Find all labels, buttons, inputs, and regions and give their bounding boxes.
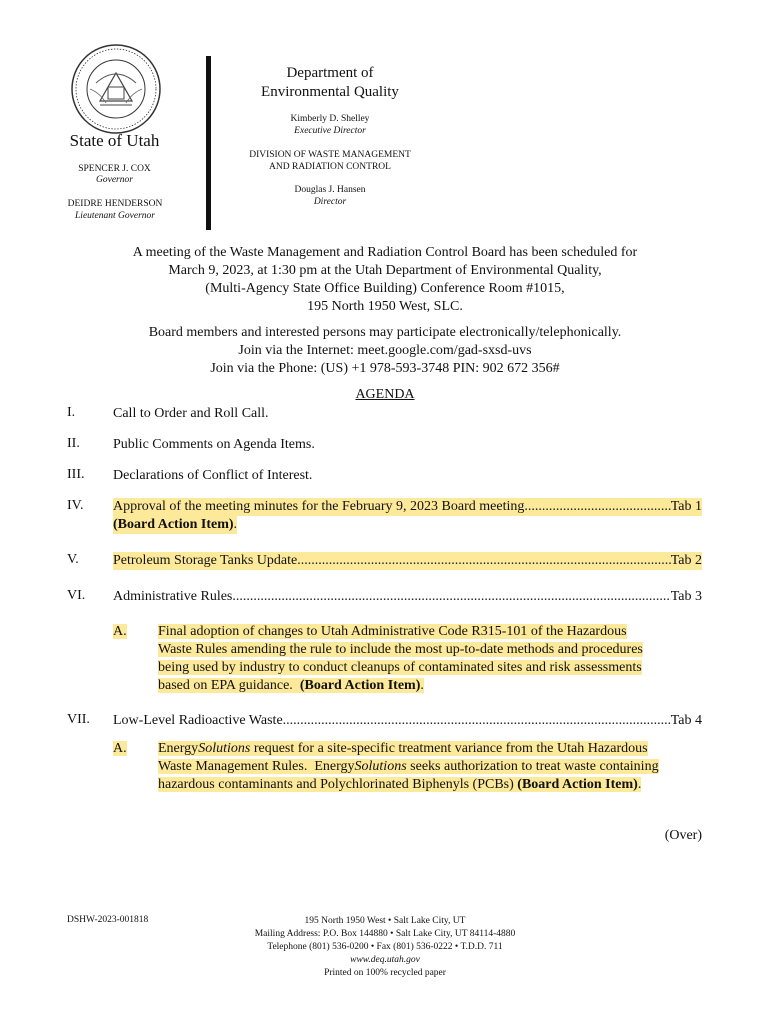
company-name: Energy (314, 759, 355, 774)
sub-item-variance (158, 740, 706, 794)
item-number: I. (67, 405, 76, 420)
governor-title: Governor (96, 175, 133, 185)
sub-item-letter: A. (113, 624, 127, 639)
governor-name: SPENCER J. COX (78, 164, 151, 174)
agenda-item-minutes (113, 498, 702, 516)
director-title: Executive Director (294, 126, 366, 136)
tab-reference: Tab 3 (670, 589, 702, 604)
footer-line: Printed on 100% recycled paper (324, 968, 446, 978)
item-number: II. (67, 436, 80, 451)
intro-line: 195 North 1950 West, SLC. (307, 299, 463, 314)
item-number: III. (67, 467, 85, 482)
leader-dots (524, 498, 670, 516)
agenda-item-text: Petroleum Storage Tanks Update (113, 553, 298, 568)
agenda-item-text: Low-Level Radioactive Waste (113, 713, 283, 728)
sub-item-line: hazardous contaminants and Polychlorinated Biphenyls (PCBs) (158, 777, 518, 792)
footer-address (230, 915, 540, 980)
state-seal-icon (70, 43, 162, 135)
document-id: DSHW-2023-001818 (67, 915, 149, 925)
remote-info (60, 324, 710, 378)
company-name-italic: Solutions (354, 759, 407, 774)
company-name-italic: Solutions (198, 741, 251, 756)
board-action-note (113, 516, 237, 534)
footer-website-link[interactable]: www.deq.utah.gov (350, 955, 420, 965)
agenda-item: Public Comments on Agenda Items. (113, 437, 315, 452)
division-director-name: Douglas J. Hansen (294, 185, 366, 195)
over-note: (Over) (664, 828, 702, 843)
agenda-item-rules (113, 588, 702, 606)
department-name-line1: Department of (286, 65, 374, 81)
director-name: Kimberly D. Shelley (290, 114, 370, 124)
sub-item-line: Waste Management Rules. (158, 759, 315, 774)
sub-item-letter: A. (113, 741, 127, 756)
sub-item-line: request for a site-specific treatment variance from the Utah Hazardous (250, 741, 648, 756)
tab-reference: Tab 1 (670, 499, 702, 514)
intro-line: March 9, 2023, at 1:30 pm at the Utah Department of Environmental Quality, (168, 263, 602, 278)
meeting-intro (60, 244, 710, 316)
agenda-item-llrw (113, 712, 702, 730)
lt-governor-name: DEIDRE HENDERSON (67, 199, 163, 209)
agenda-item-text: Administrative Rules (113, 589, 233, 604)
lt-governor-title: Lieutenant Governor (75, 211, 155, 221)
meeting-link[interactable]: Join via the Internet: meet.google.com/gad-sxsd-uvs (238, 343, 532, 358)
punct: . (637, 777, 642, 792)
agenda-item: Declarations of Conflict of Interest. (113, 468, 313, 483)
agenda-item-text: Approval of the meeting minutes for the February 9, 2023 Board meeting (113, 499, 525, 514)
punct: . (233, 517, 238, 532)
department-name (230, 64, 430, 102)
footer-line: Mailing Address: P.O. Box 144880 • Salt Lake City, UT 84114-4880 (254, 929, 516, 939)
sub-item-line: Waste Rules amending the rule to include the most up-to-date methods and procedures (158, 642, 643, 657)
intro-line: (Multi-Agency State Office Building) Conference Room #1015, (205, 281, 565, 296)
punct: . (420, 678, 424, 693)
sub-item-line: being used by industry to conduct cleanups of contaminated sites and risk assessments (158, 660, 642, 675)
department-name-line2: Environmental Quality (261, 84, 399, 100)
board-action-label: (Board Action Item) (299, 678, 421, 693)
item-number: VI. (67, 588, 86, 603)
header-divider (206, 56, 211, 230)
board-action-label: (Board Action Item) (517, 777, 638, 792)
phone-info: Join via the Phone: (US) +1 978-593-3748 PIN: 902 672 356# (210, 361, 560, 376)
remote-line: Board members and interested persons may participate electronically/telephonically. (148, 325, 622, 340)
state-name: State of Utah (69, 131, 160, 150)
leader-dots (232, 588, 670, 606)
leader-dots (283, 712, 671, 730)
item-number: VII. (67, 712, 90, 727)
sub-item-rule-adoption (158, 623, 706, 695)
tab-reference: Tab 4 (670, 713, 702, 728)
footer-line: 195 North 1950 West • Salt Lake City, UT (304, 916, 466, 926)
agenda-item-petroleum (113, 552, 702, 570)
footer-line: Telephone (801) 536-0200 • Fax (801) 536-0222 • T.D.D. 711 (267, 942, 503, 952)
agenda-item: Call to Order and Roll Call. (113, 406, 269, 421)
division-line1: DIVISION OF WASTE MANAGEMENT (249, 150, 411, 160)
sub-item-line: seeks authorization to treat waste containing (406, 759, 659, 774)
sub-item-line: Final adoption of changes to Utah Administrative Code R315-101 of the Hazardous (158, 624, 627, 639)
board-action-label: (Board Action Item) (113, 517, 234, 532)
company-name: Energy (158, 741, 199, 756)
sub-item-line: based on EPA guidance. (158, 678, 300, 693)
intro-line: A meeting of the Waste Management and Radiation Control Board has been scheduled for (132, 245, 638, 260)
division-line2: AND RADIATION CONTROL (269, 162, 391, 172)
item-number: IV. (67, 498, 84, 513)
leader-dots (297, 552, 670, 570)
agenda-title: AGENDA (355, 387, 415, 402)
item-number: V. (67, 552, 79, 567)
division-director-title: Director (313, 197, 347, 207)
tab-reference: Tab 2 (670, 553, 702, 568)
